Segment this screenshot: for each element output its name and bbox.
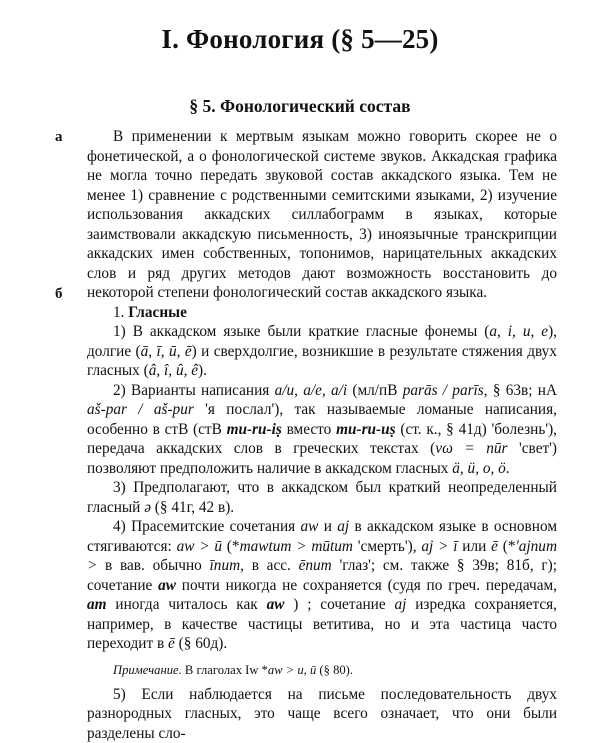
transliteration: aš-par / aš-pur bbox=[87, 401, 194, 418]
note-label: Примечание. bbox=[113, 663, 182, 677]
paragraph-5 bbox=[87, 685, 557, 743]
transliteration: aw > ū bbox=[177, 538, 222, 555]
transliteration: aw > u, ū bbox=[268, 663, 316, 677]
text-run: , § 63в; нА bbox=[484, 382, 557, 399]
text-run: (§ 60д). bbox=[175, 635, 227, 652]
transliteration: ē bbox=[168, 635, 175, 652]
paragraph-4 bbox=[87, 517, 557, 654]
transliteration: νω = nūr bbox=[435, 440, 507, 457]
text-run: иногда читалось как bbox=[107, 596, 267, 613]
text-run: ) ; сочетание bbox=[284, 596, 394, 613]
text-run: (* bbox=[498, 538, 516, 555]
text-run: вместо bbox=[282, 421, 336, 438]
paragraph-a bbox=[87, 127, 557, 303]
text-run: (§ 41г, 42 в). bbox=[151, 499, 234, 516]
text-run: или bbox=[458, 538, 492, 555]
section-title: § 5. Фонологический состав bbox=[0, 96, 600, 117]
transliteration: īnum bbox=[210, 557, 241, 574]
text-run: 'я послал'), так называемые ломаные написания, особенно в стВ (стВ bbox=[87, 401, 557, 438]
cuneiform-transliteration: mu-ru-iṣ bbox=[227, 421, 282, 438]
vowels-heading-number: 1. bbox=[113, 304, 128, 321]
text-run: в вав. обычно bbox=[97, 557, 209, 574]
text-run: , в асс. bbox=[240, 557, 298, 574]
note bbox=[87, 662, 557, 679]
transliteration: ä, ü, o, ö bbox=[452, 460, 506, 477]
text-run: В глаголах Iw * bbox=[182, 663, 268, 677]
transliteration: ə bbox=[144, 499, 151, 516]
transliteration: aj bbox=[337, 518, 349, 535]
text-run: 3) Предполагают, что в аккадском был краткий неопределенный гласный bbox=[87, 479, 557, 516]
text-run: 2) Варианты написания bbox=[113, 382, 275, 399]
text-run: и bbox=[318, 518, 337, 535]
document-body bbox=[87, 127, 557, 743]
text-run: 'свет') позволяют предположить наличие в аккадском гласных bbox=[87, 440, 557, 477]
transliteration: aw bbox=[267, 596, 285, 613]
paragraph-a-text: В применении к мертвым языкам можно говорить скорее не о фонетической, а о фонологической системе звуков. Аккадская графика не могла точно передать звуковой состав аккадского языка. Тем не менее 1) сравнение с родственными семитскими языками, 2) изучение использования аккадских силлабограмм в языках, которые заимствовали аккадскую письменность, 3) иноязычные транскрипции аккадских имен собственных, топонимов, нарицательных аккадских слов и ряд других методов дают возможность восстановить до некоторой степени фонологический состав аккадского языка. bbox=[87, 128, 557, 301]
paragraph-marker-b: б bbox=[55, 286, 63, 303]
text-run: . bbox=[506, 460, 510, 477]
text-run: (§ 80). bbox=[316, 663, 353, 677]
text-run: 'глаз'; см. также § 39в; 81б, г); сочетание bbox=[87, 557, 557, 594]
text-run: 1) В аккадском языке были краткие гласные фонемы ( bbox=[113, 323, 489, 340]
vowels-heading bbox=[87, 303, 557, 323]
text-run: 5) Если наблюдается на письме последовательность двух разнородных гласных, это чаще всего означает, что они были разделены сло- bbox=[87, 686, 557, 742]
text-run: 4) Прасемитские сочетания bbox=[113, 518, 301, 535]
transliteration: parās / parīs bbox=[403, 382, 484, 399]
text-run: ). bbox=[198, 362, 207, 379]
text-run: изредка сохраняется, например, в качестве частицы ветитива, но и эта частица часто переходит в bbox=[87, 596, 557, 652]
text-run: почти никогда не сохраняется (судя по греч. передачам, bbox=[176, 577, 557, 594]
paragraph-1 bbox=[87, 322, 557, 381]
text-run: (мл/пВ bbox=[347, 382, 403, 399]
transliteration: a, i, u, e bbox=[489, 323, 548, 340]
transliteration: aw bbox=[301, 518, 319, 535]
transliteration: ā, ī, ū, ē bbox=[141, 343, 192, 360]
transliteration: aj > ī bbox=[421, 538, 457, 555]
transliteration: 'ajnum > bbox=[87, 538, 557, 575]
text-run: в аккадском языке в основном стягиваются: bbox=[87, 518, 557, 555]
transliteration: mawtum > mūtum bbox=[240, 538, 353, 555]
transliteration: aw bbox=[158, 577, 176, 594]
text-run: (* bbox=[222, 538, 240, 555]
chapter-title: I. Фонология (§ 5—25) bbox=[0, 24, 600, 55]
cuneiform-transliteration: mu-ru-uṣ bbox=[336, 421, 396, 438]
vowels-heading-title: Гласные bbox=[128, 304, 187, 321]
text-run: (ст. к., § 41д) 'болезнь'), передача аккадских слов в греческих текстах ( bbox=[87, 421, 557, 458]
text-run: 'смерть'), bbox=[353, 538, 421, 555]
transliteration: am bbox=[87, 596, 107, 613]
transliteration: a/u, a/e, a/i bbox=[275, 382, 348, 399]
transliteration: ē bbox=[491, 538, 498, 555]
paragraph-2 bbox=[87, 381, 557, 479]
text-run: ) и сверхдолгие, возникшие в результате стяжения двух гласных ( bbox=[87, 343, 557, 380]
paragraph-3 bbox=[87, 478, 557, 517]
transliteration: ēnum bbox=[299, 557, 332, 574]
text-run: ), долгие ( bbox=[87, 323, 557, 360]
paragraph-marker-a: а bbox=[55, 129, 63, 146]
transliteration: aj bbox=[395, 596, 407, 613]
transliteration: â, î, û, ê bbox=[149, 362, 198, 379]
